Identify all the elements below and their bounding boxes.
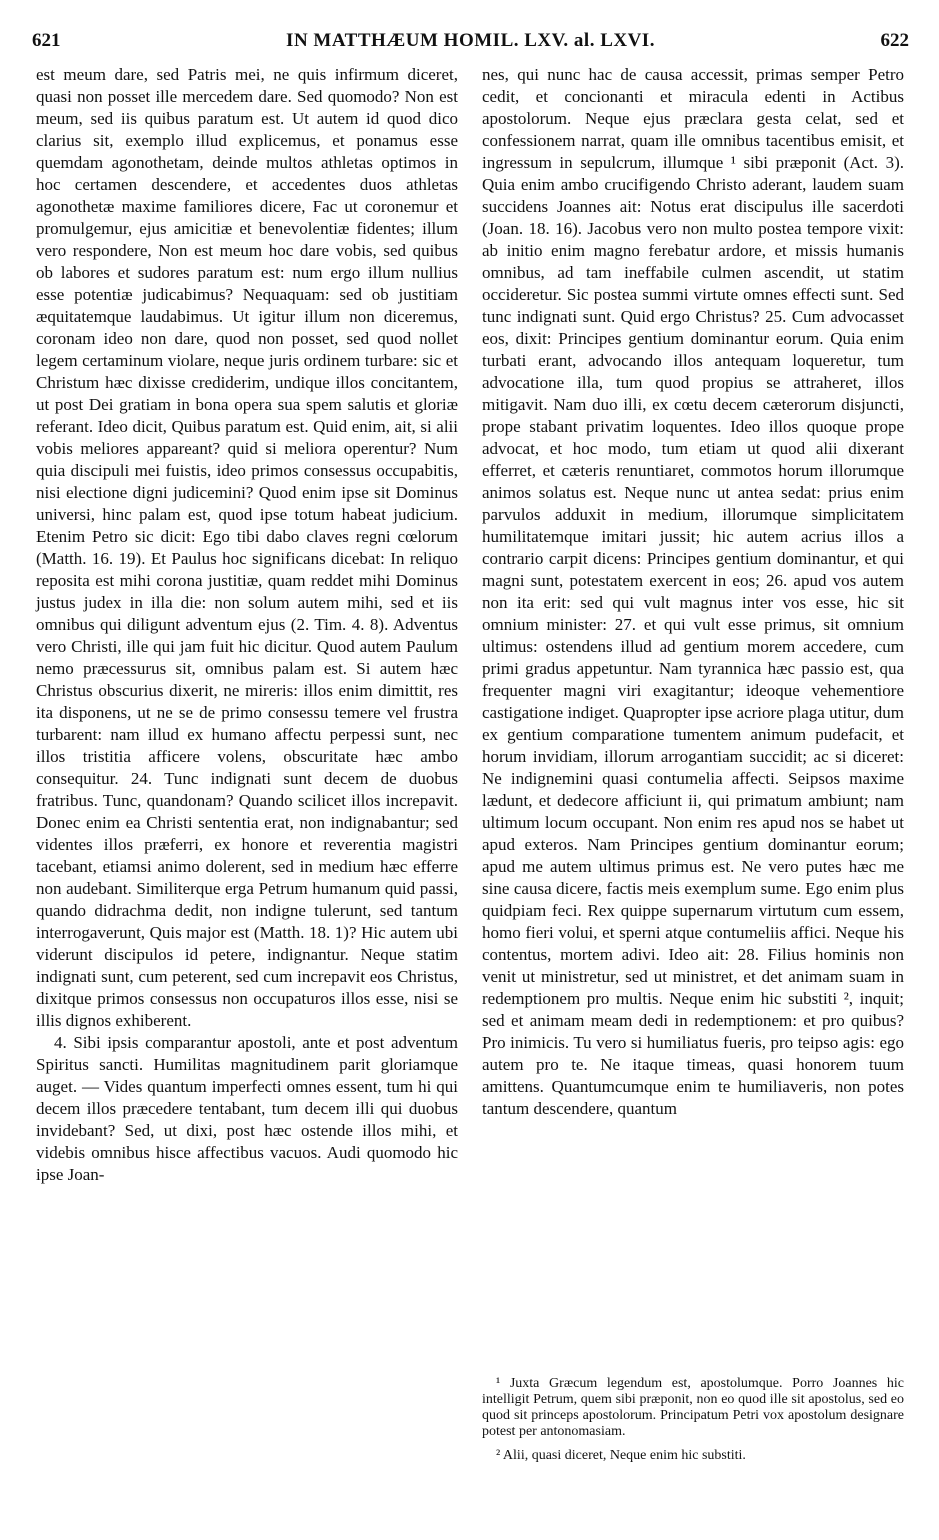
paragraph: est meum dare, sed Patris mei, ne quis infirmum diceret, quasi non posset ille mercedem dare. Sed quomodo? Non est meum, sed iis quibus paratum est. Ut autem id quod dico clarius sit, exemplo illud explicemus, et ponamus esse quemdam agonothetam, deinde multos athletas optimos in hoc certamen descendere, et accedentes duos athletas agonothetæ maxime familiores dicere, Fac ut coronemur et promulgemur, ejus amicitiæ et benevolentiæ fidentes; illum vero respondere, Non est meum hoc dare vobis, sed quibus ob labores et sudores paratum est: num ergo illum nullius esse potentiæ judicabimus? Nequaquam: sed ob justitiam æquitatemque laudabimus. Ut igitur illum non diceremus, coronam ideo non dare, quod non posset, sed quod nollet legem certaminum violare, neque juris ordinem turbare: sic et Christum hæc dixisse crediderim, undique illos concitantem, ut post Dei gratiam in bona opera sua spem salutis et gloriæ referant. Ideo dicit, Quibus paratum est. Quid enim, ait, si alii vobis meliores appareant? quid si meliora operentur? Num quia discipuli mei fuistis, ideo primos consessus occupabitis, nisi electione digni judicemini? Quod enim ipse sit Dominus universi, hinc palam est, quod ipse totum habeat judicium. Etenim Petro sic dicit: Ego tibi dabo claves regni cœlorum (Matth. 16. 19). Et Paulus hoc significans dicebat: In reliquo reposita est mihi corona justitiæ, quam reddet mihi Dominus justus judex in illa die: non solum autem mihi, sed et iis omnibus qui diligunt adventum ejus (2. Tim. 4. 8). Adventus vero Christi, ille qui jam fuit hic dicitur. Quod autem Paulum nemo præcessurus sit, omnibus palam est. Si autem hæc Christus obscurius dixerit, ne mireris: illos enim dimittit, res ita disponens, ut ne se de primo consessu temere vel frustra turbarent: nam illud ex humano affectu perpessi sunt, nec illos tristitia afficere volens, obscuritate hæc ambo consequitur. 24. Tunc indignati sunt decem de duobus fratribus. Tunc, quandonam? Quando scilicet illos increpavit. Donec enim ea Christi sententia erat, non indignabantur; sed videntes illos præferri, ex honore et reverentia magistri tacebant, etiamsi animo dolerent, sed in medium hæc efferre non audebant. Similiterque erga Petrum humanum quid passi, quando didrachma dedit, non indigne tulerunt, sed tantum interrogaverunt, Quis major est (Matth. 18. 1)? Hic autem ubi viderunt discipulos id petere, indignantur. Neque statim indignati sunt, cum peterent, sed cum increpavit eos Christus, dixitque primos consessus non occupaturos illos esse, nisi se illis dignos exhiberent. <box>36 65 458 1030</box>
right-column <box>482 64 904 1120</box>
page-number-left: 621 <box>32 30 61 51</box>
running-header <box>32 30 909 58</box>
footnotes <box>482 1376 904 1472</box>
running-title: IN MATTHÆUM HOMIL. LXV. al. LXVI. <box>286 30 655 51</box>
left-column <box>36 64 458 1186</box>
footnote: ² Alii, quasi diceret, Neque enim hic substiti. <box>496 1448 746 1463</box>
page-number-right: 622 <box>880 30 909 51</box>
paragraph: nes, qui nunc hac de causa accessit, primas semper Petro cedit, et concionanti et miracula edenti in Actibus apostolorum. Neque ejus præclara gesta celat, sed et confessionem narrat, quam ille omnibus tacentibus emisit, et ingressum in sepulcrum, illumque ¹ sibi præponit (Act. 3). Quia enim ambo crucifigendo Christo aderant, laudem suam succidens Joannes ait: Notus erat discipulus ille sacerdoti (Joan. 18. 16). Jacobus vero non multo postea tempore vixit: ab initio enim magno ferebatur ardore, et missis humanis omnibus, ad tam ineffabile culmen ascendit, ut statim occideretur. Sic postea summi virtute omnes effecti sunt. Sed tunc indignati sunt. Quid ergo Christus? 25. Cum advocasset eos, dixit: Principes gentium dominantur eorum. Quia enim turbati erant, advocando illos antequam loqueretur, tum advocatione illa, tum quod propius se attraheret, illos mitigavit. Nam duo illi, ex cœtu decem cæterorum disjuncti, prope stabant privatim loquentes. Ideo illos quoque prope advocat, et hoc modo, tum etiam ut quod alii dixerant efferret, et cæteris renuntiaret, commotos horum illorumque animos solatus est. Neque nunc ut antea sedat: prius enim parvulos adduxit in medium, illorumque simplicitatem humilitatemque imitari jussit; hic autem acrius illos a contrario carpit dicens: Principes gentium dominantur, et qui magni sunt, potestatem exercent in eos; 26. apud vos autem non ita erit: sed qui vult magnus inter vos esse, hic sit omnium minister: 27. et qui vult esse primus, sit omnium ultimus: ostendens illud ad gentium morem accedere, cum primi gradus appetuntur. Nam tyrannica hæc passio est, qua frequenter magni viri exagitantur; ideoque vehementiore castigatione indiget. Quapropter ipse acriore plaga utitur, dum ex gentium comparatione tumentem animum pudefacit, et horum invidiam, illorum arrogantiam succidit; ac si diceret: Ne indignemini quasi contumelia affecti. Seipsos maxime lædunt, et dedecore afficiunt ii, qui primatum ambiunt; nam ultimum locum occupant. Non enim res apud nos se habet ut apud exteros. Nam Principes gentium dominantur eorum; apud me autem ultimus primus est. Ne vero putes hæc me sine causa dicere, factis meis exemplum sume. Ego enim plus quidpiam feci. Rex quippe supernarum virtutum cum essem, homo fieri volui, et sperni atque contumeliis affici. Neque his contentus, mortem adivi. Ideo ait: 28. Filius hominis non venit ut ministretur, sed ut ministret, et det animam suam in redemptionem pro multis. Neque enim hic substiti ², inquit; sed et animam meam dedi in redemptionem: et pro quibus? Pro inimicis. Tu vero si humiliatus fueris, pro teipso agis: ego autem pro te. Ne itaque timeas, quasi honorem tuum amittens. Quantumcumque enim te humiliaveris, non potes tantum descendere, quantum <box>482 65 904 1118</box>
footnote: ¹ Juxta Græcum legendum est, apostolumque. Porro Joannes hic intelligit Petrum, quem sibi præponit, non eo quod ille sit apostolus, sed eo quod sit princeps apostolorum. Principatum Petri vox apostolum designare potest per antonomasiam. <box>482 1376 904 1439</box>
paragraph: 4. Sibi ipsis comparantur apostoli, ante et post adventum Spiritus sancti. Humilitas magnitudinem parit gloriamque auget. — Vides quantum imperfecti omnes essent, tum hi qui decem illos præcedere tentabant, tum decem illi qui duobus invidebant? Sed, ut dixi, post hæc ostende illos mihi, et videbis omnibus hisce affectibus vacuos. Audi quomodo hic ipse Joan- <box>36 1033 458 1184</box>
